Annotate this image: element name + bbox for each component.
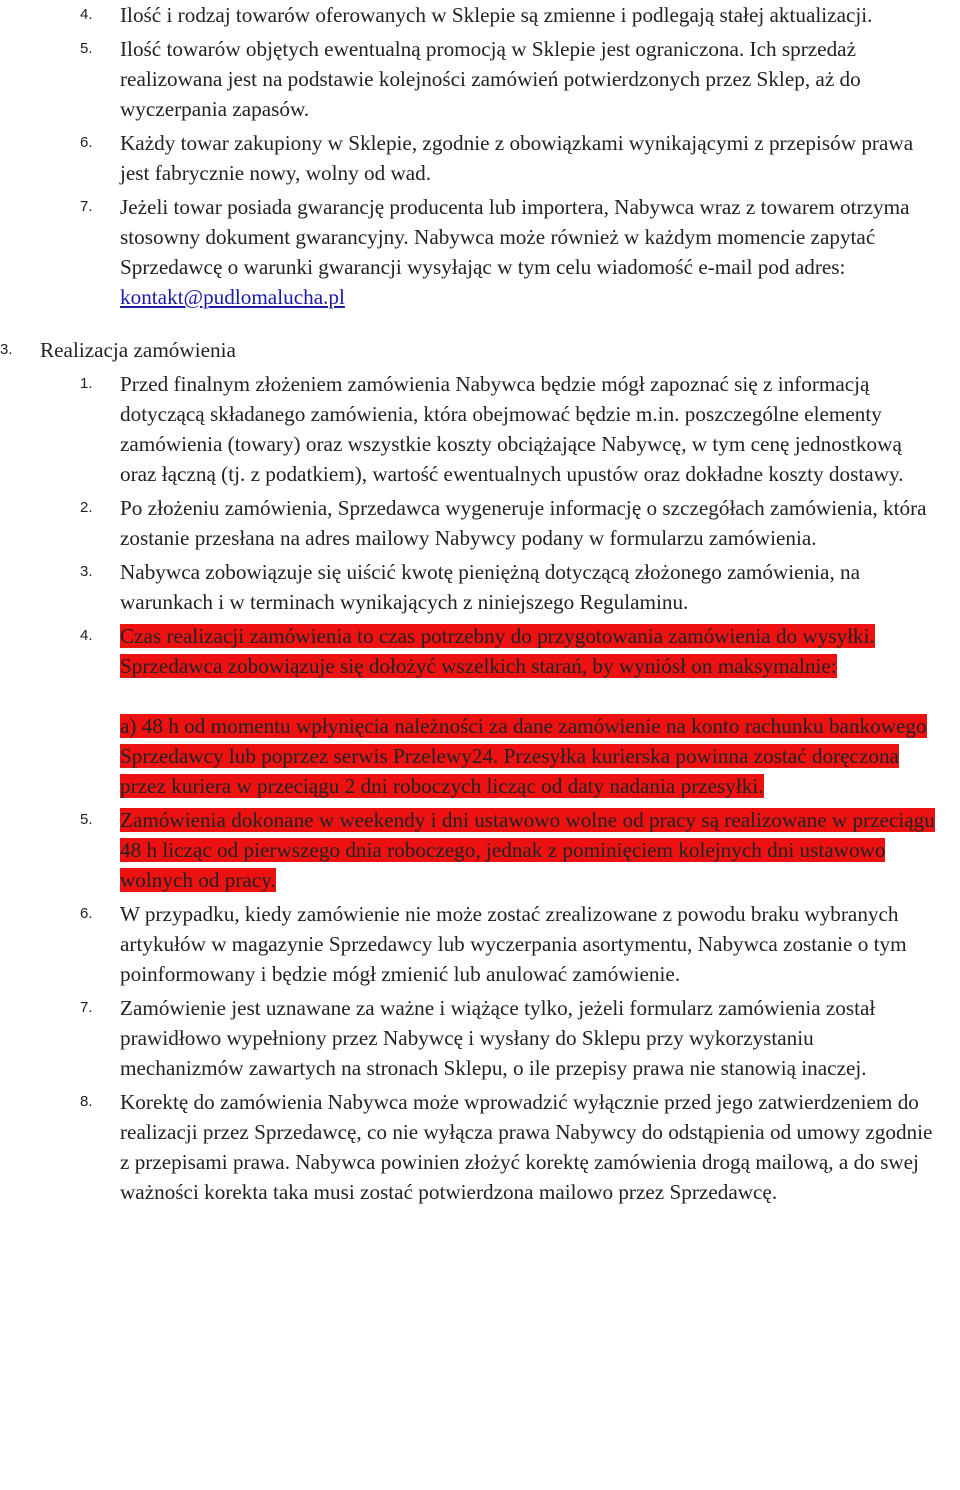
list-text: Korektę do zamówienia Nabywca może wprowadzić wyłącznie przed jego zatwierdzeniem do realizacji przez Sprzedawcę, co nie wyłącza prawa Nabywcy do odstąpienia od umowy zgodnie z przepisami prawa. Nabywca powinien złożyć korektę zamówienia drogą mailową, a do swej ważności korekta taka musi zostać potwierdzona mailowo przez Sprzedawcę.	[120, 1090, 933, 1204]
list-number: 2.	[80, 499, 93, 516]
list-text: Po złożeniu zamówienia, Sprzedawca wygeneruje informację o szczegółach zamówienia, która zostanie przesłana na adres mailowy Nabywcy podany w formularzu zamówienia.	[120, 496, 927, 550]
list-number: 5.	[80, 811, 93, 828]
list-number: 4.	[80, 627, 93, 644]
order-item-8	[0, 1087, 960, 1207]
list-text: Jeżeli towar posiada gwarancję producenta lub importera, Nabywca wraz z towarem otrzyma stosowny dokument gwarancyjny. Nabywca może również w każdym momencie zapytać Sprzedawcę o warunki gwarancji wysyłając w tym celu wiadomość e-mail pod adres:	[120, 195, 910, 279]
order-item-2	[0, 493, 960, 553]
order-item-1	[0, 369, 960, 489]
list-text: W przypadku, kiedy zamówienie nie może zostać zrealizowane z powodu braku wybranych artykułów w magazynie Sprzedawcy lub wyczerpania asortymentu, Nabywca zostanie o tym poinformowany i będzie mógł zmienić lub anulować zamówienie.	[120, 902, 907, 986]
list-text: Każdy towar zakupiony w Sklepie, zgodnie z obowiązkami wynikającymi z przepisów prawa jest fabrycznie nowy, wolny od wad.	[120, 131, 914, 185]
list-text: Nabywca zobowiązuje się uiścić kwotę pieniężną dotyczącą złożonego zamówienia, na warunkach i w terminach wynikających z niniejszego Regulaminu.	[120, 560, 861, 614]
list-item-4	[0, 0, 960, 30]
section-number: 3.	[0, 341, 13, 358]
list-item-5	[0, 34, 960, 124]
highlighted-text: Zamówienia dokonane w weekendy i dni ustawowo wolne od pracy są realizowane w przeciągu 48 h licząc od pierwszego dnia roboczego, jednak z pominięciem kolejnych dni ustawowo wolnych od pracy.	[120, 808, 935, 892]
order-item-4	[0, 621, 960, 801]
section-title: Realizacja zamówienia	[40, 338, 236, 362]
order-item-6	[0, 899, 960, 989]
list-number: 7.	[80, 999, 93, 1016]
list-number: 5.	[80, 40, 93, 57]
list-text: Zamówienie jest uznawane za ważne i wiążące tylko, jeżeli formularz zamówienia został prawidłowo wypełniony przez Nabywcę i wysłany do Sklepu przy wykorzystaniu mechanizmów zawartych na stronach Sklepu, o ile przepisy prawa nie stanowią inaczej.	[120, 996, 876, 1080]
list-number: 8.	[80, 1093, 93, 1110]
list-number: 3.	[80, 563, 93, 580]
list-text: Przed finalnym złożeniem zamówienia Nabywca będzie mógł zapoznać się z informacją dotyczącą składanego zamówienia, która obejmować będzie m.in. poszczególne elementy zamówienia (towary) oraz wszystkie koszty obciążające Nabywcę, w tym cenę jednostkową oraz łączną (tj. z podatkiem), wartość ewentualnych upustów oraz dokładne koszty dostawy.	[120, 372, 904, 486]
list-number: 6.	[80, 134, 93, 151]
list-number: 4.	[80, 6, 93, 23]
list-text: Ilość towarów objętych ewentualną promocją w Sklepie jest ograniczona. Ich sprzedaż realizowana jest na podstawie kolejności zamówień potwierdzonych przez Sklep, aż do wyczerpania zapasów.	[120, 37, 861, 121]
highlighted-text: Czas realizacji zamówienia to czas potrzebny do przygotowania zamówienia do wysyłki. Sprzedawca zobowiązuje się dołożyć wszelkich starań, by wyniósł on maksymalnie:	[120, 624, 875, 678]
list-number: 7.	[80, 198, 93, 215]
section-heading	[0, 335, 960, 365]
order-item-5	[0, 805, 960, 895]
list-text: Ilość i rodzaj towarów oferowanych w Sklepie są zmienne i podlegają stałej aktualizacji.	[120, 3, 873, 27]
list-number: 6.	[80, 905, 93, 922]
highlighted-subtext: a) 48 h od momentu wpłynięcia należności za dane zamówienie na konto rachunku bankowego Sprzedawcy lub poprzez serwis Przelewy24. Przesyłka kurierska powinna zostać doręczona przez kuriera w przeciągu 2 dni roboczych licząc od daty nadania przesyłki.	[120, 714, 927, 798]
list-item-7	[0, 192, 960, 312]
order-item-3	[0, 557, 960, 617]
order-item-7	[0, 993, 960, 1083]
email-link[interactable]: kontakt@pudlomalucha.pl	[120, 285, 345, 309]
list-item-6	[0, 128, 960, 188]
list-number: 1.	[80, 375, 93, 392]
